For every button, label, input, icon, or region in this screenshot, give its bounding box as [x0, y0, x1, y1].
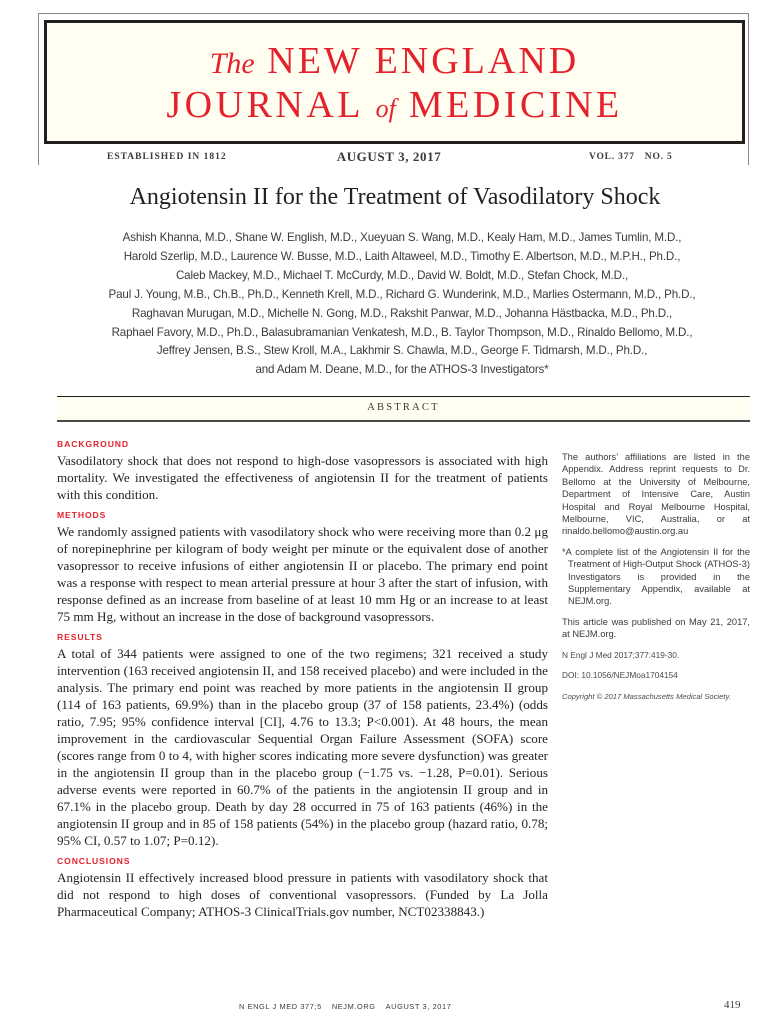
investigators-note: *A complete list of the Angiotensin II for the Treatment of High-Output Shock (ATHOS-3) Investigators is provided in the Supplementary Appendix, available at NEJM.org.	[562, 546, 750, 607]
page-number: 419	[724, 999, 741, 1011]
masthead-line-2	[47, 83, 742, 131]
abstract-body	[57, 438, 548, 920]
author-line: Paul J. Young, M.B., Ch.B., Ph.D., Kenneth Krell, M.D., Richard G. Wunderink, M.D., Marlies Ostermann, M.D., Ph.D.,	[108, 287, 696, 301]
masthead-of: of	[375, 94, 396, 123]
abstract-label: ABSTRACT	[367, 402, 440, 413]
issue-number: NO. 5	[644, 152, 673, 162]
masthead-new-england: NEW ENGLAND	[267, 40, 580, 82]
masthead-the: The	[209, 47, 255, 80]
section-heading-background: BACKGROUND	[57, 439, 130, 449]
author-line: Ashish Khanna, M.D., Shane W. English, M.D., Xueyuan S. Wang, M.D., Kealy Ham, M.D., James Tumlin, M.D.,	[122, 231, 682, 244]
copyright: Copyright © 2017 Massachusetts Medical Society.	[562, 691, 731, 701]
established-date: ESTABLISHED IN 1812	[107, 152, 227, 162]
footer-journal: N ENGL J MED 377;5	[239, 1002, 322, 1011]
section-heading-conclusions: CONCLUSIONS	[57, 856, 131, 866]
author-line: Jeffrey Jensen, B.S., Stew Kroll, M.A., Lakhmir S. Chawla, M.D., George F. Tidmarsh, M.D., Ph.D.,	[156, 344, 648, 358]
author-line: and Adam M. Deane, M.D., for the ATHOS-3 Investigators*	[255, 363, 549, 377]
section-text-background: Vasodilatory shock that does not respond to high-dose vasopressors is associated with high mortality. We investigated the effectiveness of angiotensin II for the treatment of patients with this condition.	[57, 453, 548, 502]
footer-date: AUGUST 3, 2017	[385, 1002, 452, 1011]
affiliations-note: The authors’ affiliations are listed in the Appendix. Address reprint requests to Dr. Bellomo at the University of Melbourne, Department of Intensive Care, Austin Hospital and Royal Melbourne Hospital, Melbourne, VIC, Australia, or at rinaldo.bellomo@austin.org.au	[562, 452, 750, 537]
author-line: Raphael Favory, M.D., Ph.D., Balasubramanian Venkatesh, M.D., B. Taylor Thompson, M.D., Rinaldo Bellomo, M.D.,	[111, 325, 693, 339]
volume: VOL. 377	[589, 152, 635, 162]
volume-number	[589, 152, 673, 162]
footer-site: NEJM.ORG	[331, 1002, 376, 1011]
section-heading-methods: METHODS	[57, 510, 107, 520]
masthead-medicine: MEDICINE	[408, 84, 623, 126]
section-heading-results: RESULTS	[57, 632, 103, 642]
journal-masthead	[44, 20, 745, 144]
section-text-methods: We randomly assigned patients with vasodilatory shock who were receiving more than 0.2 μg of norepinephrine per kilogram of body weight per minute or the equivalent dose of another vasopressor to receive infusions of either angiotensin II or placebo. The primary end point was a response with respect to mean arterial pressure at hour 3 after the start of infusion, with response defined as an increase from baseline of at least 10 mm Hg or an increase to at least 75 mm Hg, without an increase in the dose of background vasopressors.	[57, 524, 548, 624]
author-line: Raghavan Murugan, M.D., Michelle N. Gong, M.D., Rakshit Panwar, M.D., Johanna Hästbacka, M.D., Ph.D.,	[131, 306, 673, 320]
author-line: Caleb Mackey, M.D., Michael T. McCurdy, M.D., David W. Boldt, M.D., Stefan Chock, M.D.,	[175, 268, 629, 282]
publication-note: This article was published on May 21, 2017, at NEJM.org.	[562, 616, 750, 640]
article-sidebar	[562, 451, 750, 711]
page-footer	[239, 1002, 451, 1011]
issue-date: AUGUST 3, 2017	[336, 149, 442, 164]
section-text-results: A total of 344 patients were assigned to one of the two regimens; 321 received a study intervention (163 received angiotensin II, and 158 received placebo) and were included in the analysis. The primary end point was reached by more patients in the angiotensin II group (114 of 163 patients, 69.9%) than in the placebo group (37 of 158 patients, 23.4%) (odds ratio, 7.95; 95% confidence interval [CI], 4.76 to 13.3; P<0.001). At 48 hours, the mean improvement in the cardiovascular Sequential Organ Failure Assessment (SOFA) score (scores range from 0 to 4, with higher scores indicating more severe dysfunction) was greater in the angiotensin II group than in the placebo group (−1.75 vs. −1.28, P=0.01). Serious adverse events were reported in 60.7% of the patients in the angiotensin II group and in 67.1% in the placebo group. Death by day 28 occurred in 75 of 163 patients (46%) in the angiotensin II group and in 85 of 158 patients (54%) in the placebo group (hazard ratio, 0.78; 95% CI, 0.57 to 1.07; P=0.12).	[57, 646, 548, 848]
masthead-line-1	[47, 39, 742, 86]
author-line: Harold Szerlip, M.D., Laurence W. Busse, M.D., Laith Altaweel, M.D., Timothy E. Albertson, M.D., M.P.H., Ph.D.,	[123, 249, 681, 263]
citation: N Engl J Med 2017;377:419-30.	[562, 649, 680, 660]
masthead-journal: JOURNAL	[166, 84, 363, 126]
abstract-header-bar	[57, 396, 750, 422]
section-text-conclusions: Angiotensin II effectively increased blood pressure in patients with vasodilatory shock that did not respond to high doses of conventional vasopressors. (Funded by La Jolla Pharmaceutical Company; ATHOS-3 ClinicalTrials.gov number, NCT02338843.)	[57, 870, 548, 919]
author-list	[50, 229, 754, 380]
doi[interactable]: DOI: 10.1056/NEJMoa1704154	[562, 670, 678, 681]
article-title: Angiotensin II for the Treatment of Vasodilatory Shock	[129, 184, 661, 210]
